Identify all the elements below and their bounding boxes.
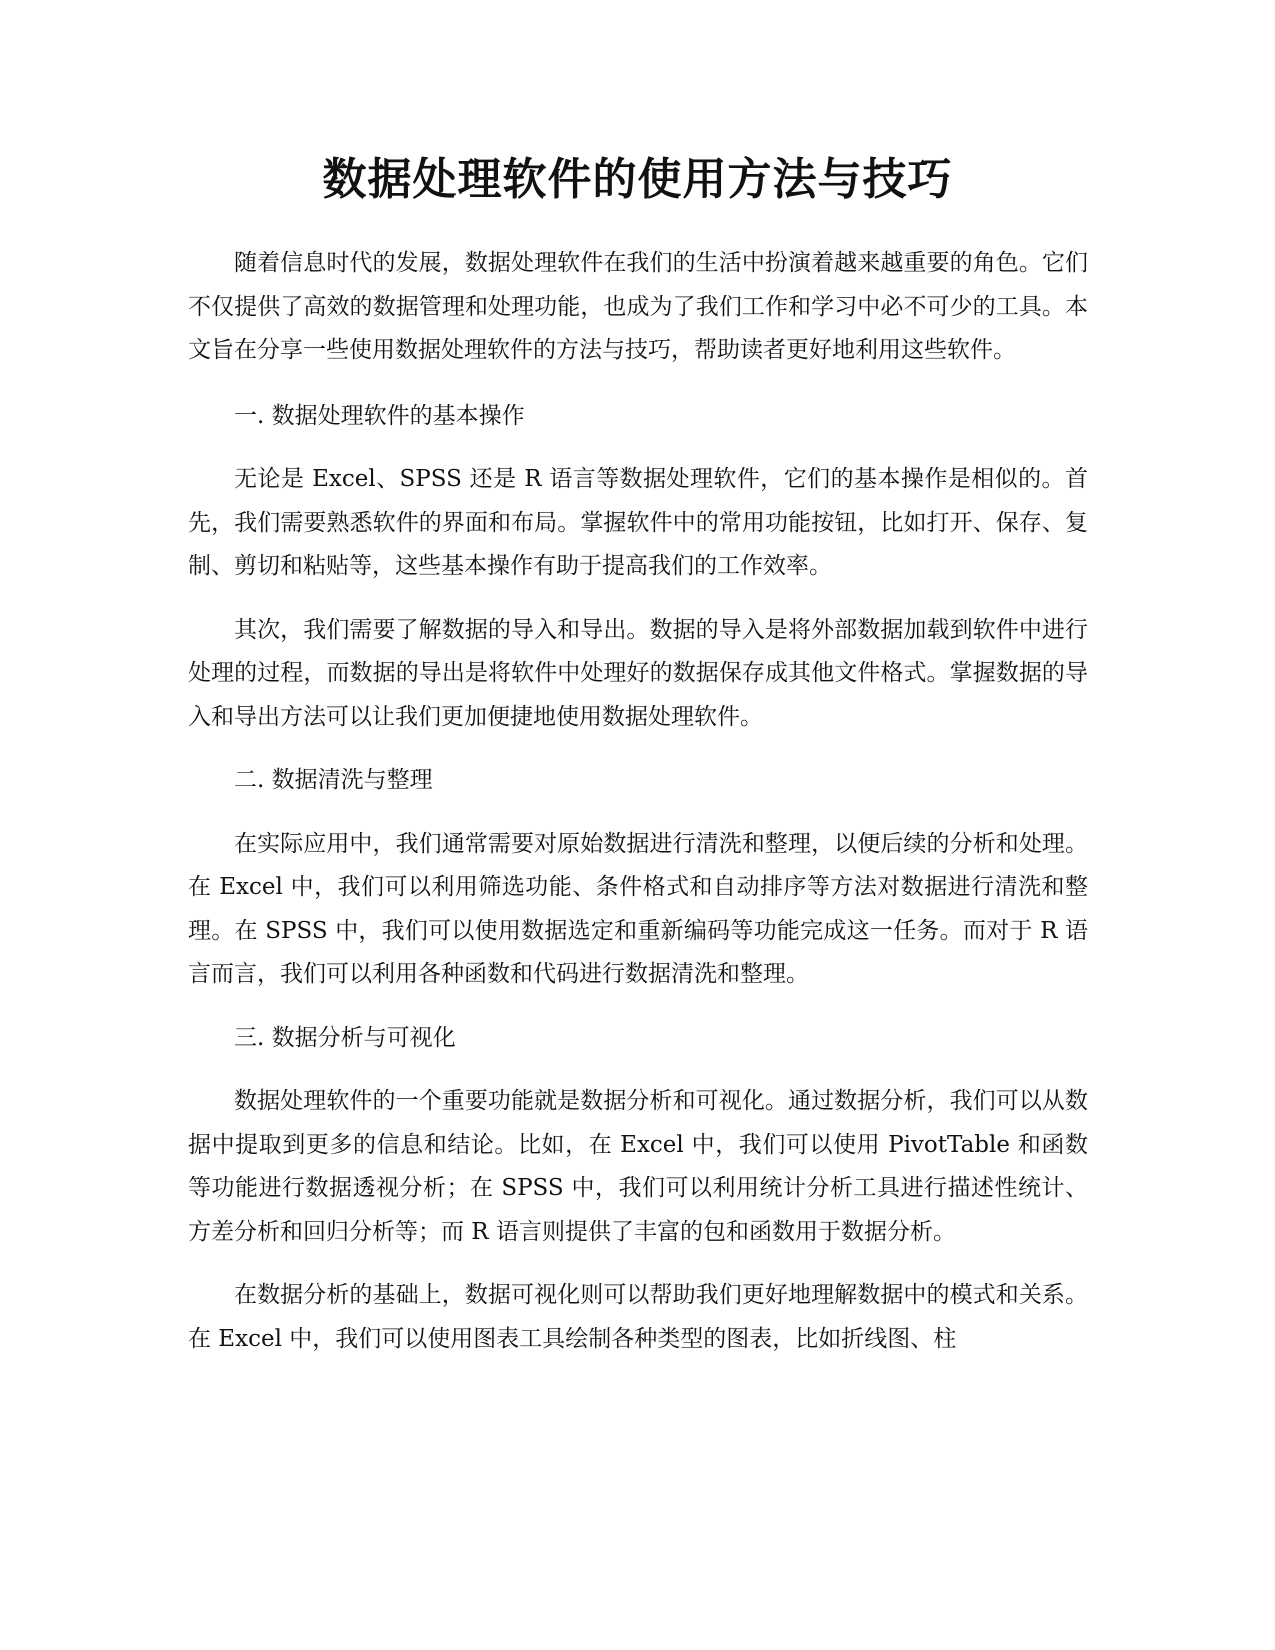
document-body (188, 242, 1088, 1381)
paragraph-data-cleaning: 在实际应用中，我们通常需要对原始数据进行清洗和整理，以便后续的分析和处理。在 Excel 中，我们可以利用筛选功能、条件格式和自动排序等方法对数据进行清洗和整理。在 SPSS 中，我们可以使用数据选定和重新编码等功能完成这一任务。而对于 R 语言而言，我们可以利用各种函数和代码进行数据清洗和整理。 (188, 830, 1088, 987)
paragraph-intro: 随着信息时代的发展，数据处理软件在我们的生活中扮演着越来越重要的角色。它们不仅提供了高效的数据管理和处理功能，也成为了我们工作和学习中必不可少的工具。本文旨在分享一些使用数据处理软件的方法与技巧，帮助读者更好地利用这些软件。 (188, 250, 1088, 363)
paragraph-data-visualization: 在数据分析的基础上，数据可视化则可以帮助我们更好地理解数据中的模式和关系。在 Excel 中，我们可以使用图表工具绘制各种类型的图表，比如折线图、柱 (188, 1282, 1088, 1352)
paragraph-basic-operations: 无论是 Excel、SPSS 还是 R 语言等数据处理软件，它们的基本操作是相似的。首先，我们需要熟悉软件的界面和布局。掌握软件中的常用功能按钮，比如打开、保存、复制、剪切和粘贴等，这些基本操作有助于提高我们的工作效率。 (188, 466, 1088, 579)
section-heading-basic-operations: 一. 数据处理软件的基本操作 (234, 402, 525, 429)
paragraph-import-export: 其次，我们需要了解数据的导入和导出。数据的导入是将外部数据加载到软件中进行处理的过程，而数据的导出是将软件中处理好的数据保存成其他文件格式。掌握数据的导入和导出方法可以让我们更加便捷地使用数据处理软件。 (188, 616, 1088, 730)
section-heading-data-cleaning: 二. 数据清洗与整理 (234, 767, 433, 793)
paragraph-data-analysis: 数据处理软件的一个重要功能就是数据分析和可视化。通过数据分析，我们可以从数据中提取到更多的信息和结论。比如，在 Excel 中，我们可以使用 PivotTable 和函数等功能进行数据透视分析；在 SPSS 中，我们可以利用统计分析工具进行描述性统计、方差分析和回归分析等；而 R 语言则提供了丰富的包和函数用于数据分析。 (188, 1088, 1088, 1245)
section-heading-analysis-visualization: 三. 数据分析与可视化 (234, 1024, 456, 1051)
document-title: 数据处理软件的使用方法与技巧 (322, 154, 953, 205)
